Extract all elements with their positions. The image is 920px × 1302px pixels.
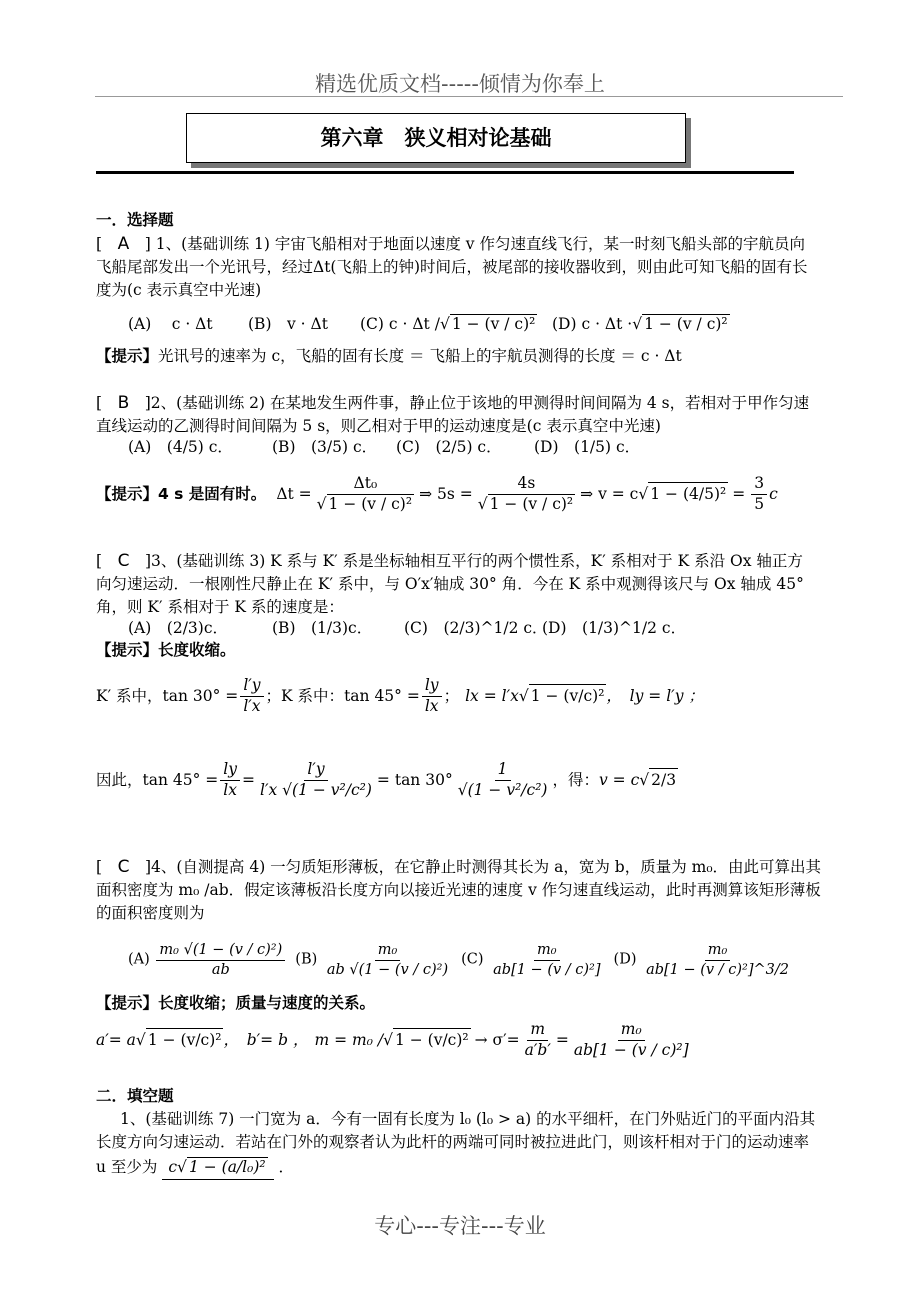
answer-q3: C xyxy=(117,551,130,571)
fraction: $\frac{\text{m₀}}{\text{ab[1 − (v / c)²]}}$ xyxy=(573,1020,689,1059)
header-divider xyxy=(95,96,843,97)
q1-line1: 1、(基础训练 1) 宇宙飞船相对于地面以速度 v 作匀速直线飞行，某一时刻飞船头部的宇航员向 xyxy=(155,235,805,253)
section-title-fill: 二．填空题 xyxy=(96,1087,174,1105)
fraction: $\frac{3}{5}$ xyxy=(751,474,767,514)
q4-options xyxy=(128,932,794,988)
answer-q1: A xyxy=(117,234,130,254)
answer-q4: C xyxy=(117,857,130,877)
q4-hint: 【提示】长度收缩；质量与速度的关系。 xyxy=(96,994,376,1012)
fraction: $\frac{l'y}{l'x}$ xyxy=(240,676,263,716)
section-title-choice: 一．选择题 xyxy=(96,211,174,229)
question-3: [ C ]3、(基础训练 3) K 系与 K′ 系是坐标轴相互平行的两个惯性系，K′ 系相对于 K 系沿 Ox 轴正方 xyxy=(96,551,803,571)
title-rule xyxy=(96,171,794,174)
fraction: $\frac{l'y}{\text{l′x √(1 − v²/c²)}}$ xyxy=(260,760,372,799)
q1-hint: 【提示】光讯号的速率为 c，飞船的固有长度 ＝ 飞船上的宇航员测得的长度 ＝ c · Δt xyxy=(96,347,682,365)
q3-line3: 角，则 K′ 系相对于 K 系的速度是： xyxy=(96,598,344,616)
fraction: 1 √(1 − v²/c²) xyxy=(457,760,548,799)
fill1-line3: u 至少为 c√ 1 − (a/l₀)² ． xyxy=(96,1156,294,1180)
q2-line2: 直线运动的乙测得时间间隔为 5 s，则乙相对于甲的运动速度是(c 表示真空中光速) xyxy=(96,417,661,435)
fill1-line2: 长度方向匀速运动．若站在门外的观察者认为此杆的两端可同时被拉进此门，则该杆相对于门的运动速率 xyxy=(96,1133,810,1151)
question-4: [ C ]4、(自测提高 4) 一匀质矩形薄板，在它静止时测得其长为 a，宽为 b，质量为 m₀．由此可算出其 xyxy=(96,857,822,877)
q3-hint-line2: 因此， tan 45° = $\frac{ly}{lx}$ = $\frac{l'y}{\text{l′x √(1 − v²/c²)}}$ = tan 30° 1 √(1 − v²/c²) ，得： v = c √ 2/3 xyxy=(96,760,677,799)
q3-option-a: (A) (2/3)c． xyxy=(128,619,229,637)
fraction: $\frac{m}{a'b'}$ xyxy=(524,1020,551,1059)
answer-bracket: [ A ] xyxy=(96,234,151,254)
answer-bracket: [ C ] xyxy=(96,857,151,877)
page-footer: 专心---专注---专业 xyxy=(374,1214,546,1238)
question-2: [ B ]2、(基础训练 2) 在某地发生两件事，静止位于该地的甲测得时间间隔为 4 s，若相对于甲作匀速 xyxy=(96,393,810,413)
fraction: $\frac{\text{Δt₀}}{\text{√ 1 − (v / c)²}}$ xyxy=(316,474,413,513)
answer-bracket: [ B ] xyxy=(96,393,151,413)
q3-option-b: (B) (1/3)c． xyxy=(272,619,373,637)
fraction: $\frac{4s}{\text{√ 1 − (v / c)²}}$ xyxy=(477,474,574,513)
fill1-answer-blank: c√ 1 − (a/l₀)² xyxy=(162,1156,273,1180)
answer-q2: B xyxy=(117,393,130,413)
q1-line2: 飞船尾部发出一个光讯号，经过Δt(飞船上的钟)时间后，被尾部的接收器收到，则由此可知飞船的固有长 xyxy=(96,258,808,276)
q4-option-c: (C) $\frac{\text{m₀}}{\text{ab[1 − (v / c)²]}}$ xyxy=(461,942,601,978)
question-1 xyxy=(96,233,805,256)
answer-bracket: [ C ] xyxy=(96,551,151,571)
fraction: $\frac{ly}{lx}$ xyxy=(220,760,240,800)
chapter-title: 第六章 狭义相对论基础 xyxy=(186,113,686,163)
q4-option-d: (D) $\frac{\text{m₀}}{\text{ab[1 − (v / c)²]\textasciicircum{}3/2}}$ xyxy=(613,942,789,978)
q2-hint: 【提示】4 s 是固有时。 Δt = $\frac{\text{Δt₀}}{\text{√ 1 − (v / c)²}}$ ⇒ 5s = $\frac{4s}{\text{√ 1 − (v / c)²}}$ ⇒ v = c √ 1 − (4/5)² = $\frac{3}{5}$ c xyxy=(96,474,778,513)
q3-option-d: (D) (1/3)^1/2 c． xyxy=(542,619,687,637)
q2-option-d: (D) (1/5) c． xyxy=(534,438,641,456)
q4-line2: 面积密度为 m₀ /ab．假定该薄板沿长度方向以接近光速的速度 v 作匀速直线运动，此时再测算该矩形薄板 xyxy=(96,881,821,899)
q1-option-a: (A) c · Δt xyxy=(128,315,213,333)
q4-line3: 的面积密度则为 xyxy=(96,904,205,922)
q3-hint-line1: K′ 系中， tan 30° = $\frac{l'y}{l'x}$ ；K 系中： tan 45° = $\frac{ly}{lx}$ ； lx = l′x √ 1 − (v/c)² ， ly = l′y ； xyxy=(96,676,704,715)
q3-hint: 【提示】长度收缩。 xyxy=(96,641,236,659)
q2-option-b: (B) (3/5) c． xyxy=(272,438,378,456)
q1-option-d: (D) c · Δt ·√ 1 − (v / c)² xyxy=(552,315,728,333)
q4-hint-formula: a′= a √ 1 − (v/c)² ， b′= b ， m = m₀ / √ 1 − (v/c)² → σ′= $\frac{m}{a'b'}$ = $\frac{\text{m₀}}{\text{ab[1 − (v / c)²]}}$ xyxy=(96,1014,694,1066)
q2-option-c: (C) (2/5) c． xyxy=(396,438,502,456)
q4-option-a: (A) $\frac{\text{m₀ √(1 − (v / c)²)}}{ab}$ xyxy=(128,941,287,978)
fill1-line1: 1、(基础训练 7) 一门宽为 a．今有一固有长度为 l₀ (l₀ > a) 的水平细杆，在门外贴近门的平面内沿其 xyxy=(120,1110,816,1128)
q4-option-b: (B) $\frac{\text{m₀}}{\text{ab √(1 − (v / c)²)}}$ xyxy=(295,942,449,978)
q1-line3: 度为(c 表示真空中光速) xyxy=(96,281,262,299)
q1-option-c: (C) c · Δt /√ 1 − (v / c)² xyxy=(360,315,536,333)
page-header: 精选优质文档-----倾情为你奉上 xyxy=(315,72,605,96)
q1-option-b: (B) v · Δt xyxy=(248,315,328,333)
fraction: $\frac{ly}{lx}$ xyxy=(422,676,442,716)
q3-option-c: (C) (2/3)^1/2 c． xyxy=(404,619,548,637)
q3-line2: 向匀速运动．一根刚性尺静止在 K′ 系中，与 O′x′轴成 30° 角．今在 K 系中观测得该尺与 Ox 轴成 45° xyxy=(96,575,804,593)
q2-option-a: (A) (4/5) c． xyxy=(128,438,233,456)
